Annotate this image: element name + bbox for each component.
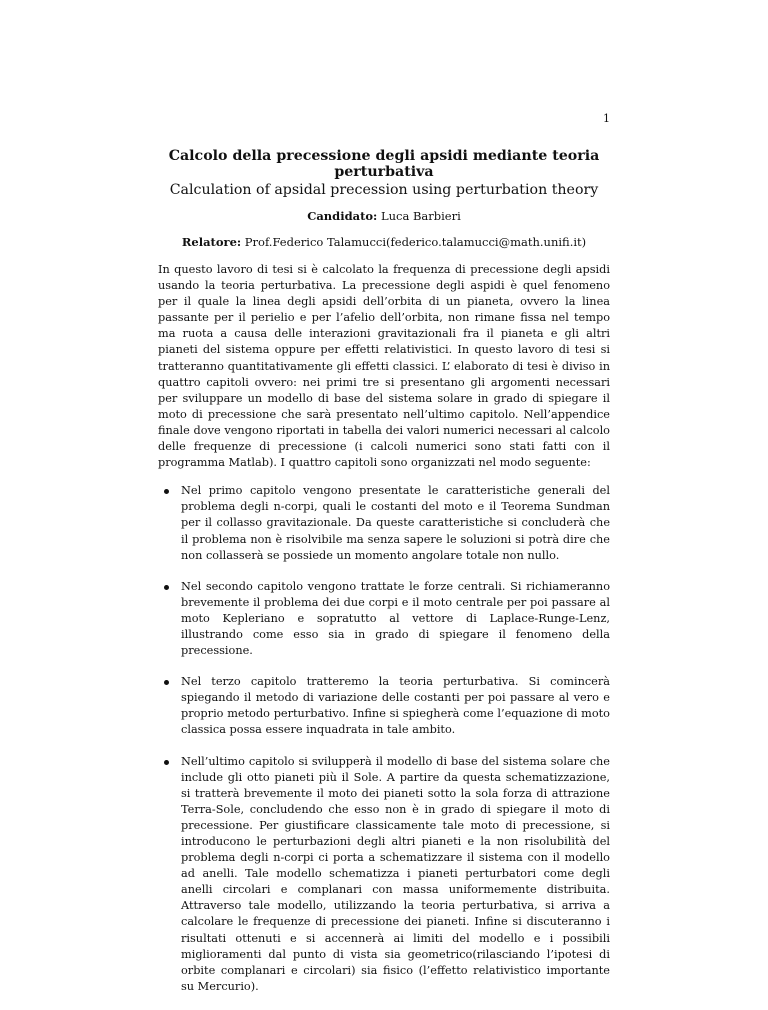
abstract-paragraph: In questo lavoro di tesi si è calcolato la frequenza di precessione degli apsidi usando la teoria perturbativa. La precessione degli aspidi è quel fenomeno per il quale la linea degli apsidi dell’orbita di un pianeta, ovvero la linea passante per il perielio e per l’afelio dell’orbita, non rimane fissa nel tempo ma ruota a causa delle interazioni gravitazionali fra il pianeta e gli altri pianeti del sistema oppure per effetti relativistici. In questo lavoro di tesi si tratteranno quantitativamente gli effetti classici. L’ elaborato di tesi è diviso in quattro capitoli ovvero: nei primi tre si presentano gli argomenti necessari per sviluppare un modello di base del sistema solare in grado di spiegare il moto di precessione che sarà presentato nell’ultimo capitolo. Nell’appendice finale dove vengono riportati in tabella dei valori numerici necessari al calcolo delle frequenze di precessione (i calcoli numerici sono stati fatti con il programma Matlab). I quattro capitoli sono organizzati nel modo seguente:: [158, 263, 610, 470]
candidate-label: Candidato:: [307, 209, 378, 223]
chapter-item-1: [158, 483, 610, 563]
chapter-item-4: [158, 754, 610, 995]
chapter-item-2: [158, 579, 610, 659]
chapter-text: Nel primo capitolo vengono presentate le caratteristiche generali del problema degli n-corpi, quali le costanti del moto e il Teorema Sundman per il collasso gravitazionale. Da queste caratteristiche si concluderà che il problema non è risolvibile ma senza sapere le soluzioni si potrà dire che non collasserà se possiede un momento angolare totale non nullo.: [181, 484, 610, 562]
bullet-icon: [164, 680, 169, 685]
chapter-list: [158, 483, 610, 995]
advisor-label: Relatore:: [181, 235, 242, 249]
page-number: 1: [603, 112, 610, 125]
candidate-name: Luca Barbieri: [380, 209, 461, 223]
advisor-name: Prof.Federico Talamucci(federico.talamucci@math.unifi.it): [244, 235, 587, 249]
bullet-icon: [164, 760, 169, 765]
thesis-title: Calcolo della precessione degli apsidi mediante teoria perturbativa: [168, 148, 600, 180]
abstract-body: [158, 262, 610, 1010]
chapter-text: Nel secondo capitolo vengono trattate le forze centrali. Si richiameranno brevemente il problema dei due corpi e il moto centrale per poi passare al moto Kepleriano e sopratutto al vettore di Laplace-Runge-Lenz, illustrando come esso sia in grado di spiegare il fenomeno della precessione.: [181, 579, 610, 658]
advisor-line: [158, 235, 610, 249]
thesis-subtitle: Calculation of apsidal precession using perturbation theory: [169, 182, 599, 198]
chapter-text: Nel terzo capitolo tratteremo la teoria perturbativa. Si comincerà spiegando il metodo di variazione delle costanti per poi passare al vero e proprio metodo perturbativo. Infine si spiegherà come l’equazione di moto classica possa essere inquadrata in tale ambito.: [181, 675, 610, 737]
bullet-icon: [164, 489, 169, 494]
chapter-item-3: [158, 674, 610, 738]
bullet-icon: [164, 585, 169, 590]
chapter-text: Nell’ultimo capitolo si svilupperà il modello di base del sistema solare che include gli otto pianeti più il Sole. A partire da questa schematizzazione, si tratterà brevemente il moto dei pianeti sotto la sola forza di attrazione Terra-Sole, concludendo che esso non è in grado di spiegare il moto di precessione. Per giustificare classicamente tale moto di precessione, si introducono le perturbazioni degli altri pianeti e la non risolubilità del problema degli n-corpi ci porta a schematizzare il sistema con il modello ad anelli. Tale modello schematizza i pianeti perturbatori come degli anelli circolari e complanari con massa uniformemente distribuita. Attraverso tale modello, utilizzando la teoria perturbativa, si arriva a calcolare le frequenze di precessione dei pianeti. Infine si discuteranno i risultati ottenuti e si accennerà ai limiti del modello e i possibili miglioramenti dal punto di vista sia geometrico(rilasciando l’ipotesi di orbite complanari e circolari) sia fisico (l’effetto relativistico importante su Mercurio).: [181, 754, 610, 993]
candidate-line: [158, 209, 610, 223]
